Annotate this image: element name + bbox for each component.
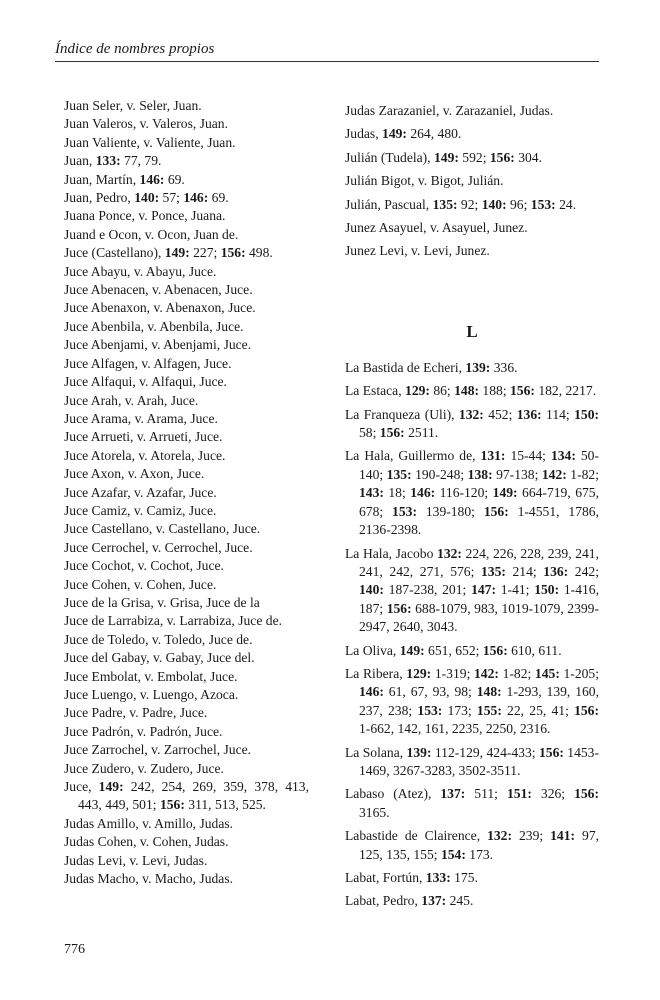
volume-number: 149: xyxy=(433,149,459,165)
entry-text: 86; xyxy=(429,383,455,399)
volume-number: 138: xyxy=(467,466,493,482)
index-entry xyxy=(64,171,309,189)
entry-text: 242; xyxy=(568,563,599,579)
volume-number: 129: xyxy=(405,383,430,399)
index-entry xyxy=(345,545,599,637)
index-entry xyxy=(64,760,309,778)
volume-number: 148: xyxy=(476,684,502,700)
index-entry xyxy=(64,244,309,262)
entry-text: Julián Bigot, v. Bigot, Julián. xyxy=(345,173,504,189)
entry-text: 245. xyxy=(446,893,474,909)
entry-text: 3165. xyxy=(359,804,390,820)
volume-number: 153: xyxy=(392,503,417,519)
index-entry xyxy=(345,149,599,167)
entry-text: Juana Ponce, v. Ponce, Juana. xyxy=(64,208,226,224)
index-entry xyxy=(345,172,599,190)
entry-text: 651, 652; xyxy=(424,642,483,658)
index-entry xyxy=(64,428,309,446)
volume-number: 135: xyxy=(386,466,412,482)
entry-text: 173; xyxy=(442,702,477,718)
volume-number: 156: xyxy=(386,600,412,616)
entry-text: 304. xyxy=(514,149,542,165)
entry-text: Judas Zarazaniel, v. Zarazaniel, Judas. xyxy=(345,103,554,118)
volume-number: 156: xyxy=(489,149,515,165)
volume-number: 133: xyxy=(95,153,121,169)
volume-number: 137: xyxy=(440,786,466,802)
volume-number: 146: xyxy=(139,171,165,187)
entry-text: 452; xyxy=(483,406,517,422)
volume-number: 131: xyxy=(480,448,506,464)
entry-text: Juce de Larrabiza, v. Larrabiza, Juce de. xyxy=(64,613,282,629)
index-entry xyxy=(345,827,599,864)
volume-number: 155: xyxy=(476,702,502,718)
entry-text: Juan Seler, v. Seler, Juan. xyxy=(64,98,202,113)
entry-text: Juce Abenbila, v. Abenbila, Juce. xyxy=(64,318,244,334)
entry-text: Juan, Pedro, xyxy=(64,190,135,206)
volume-number: 142: xyxy=(474,665,499,681)
volume-number: 151: xyxy=(506,786,532,802)
entry-text: Juce Cerrochel, v. Cerrochel, Juce. xyxy=(64,539,253,555)
entry-text: Juce Luengo, v. Luengo, Azoca. xyxy=(64,687,239,702)
volume-number: 156: xyxy=(574,786,599,802)
index-entries-j xyxy=(345,102,599,261)
entry-text: Juce Alfagen, v. Alfagen, Juce. xyxy=(64,355,232,371)
entry-text: 97-138; xyxy=(492,466,542,482)
index-column-right xyxy=(345,97,599,911)
index-entry xyxy=(64,815,309,833)
volume-number: 156: xyxy=(483,503,509,519)
entry-text: 182, 2217. xyxy=(534,383,597,399)
entry-text: 188; xyxy=(479,383,510,399)
entry-text: Judas Amillo, v. Amillo, Judas. xyxy=(64,815,234,831)
volume-number: 156: xyxy=(538,744,564,760)
entry-text: Juand e Ocon, v. Ocon, Juan de. xyxy=(64,226,239,242)
entry-text: Labat, Fortún, xyxy=(345,870,426,885)
entry-text: La Hala, Jacobo xyxy=(345,545,438,561)
entry-text: Juce Arrueti, v. Arrueti, Juce. xyxy=(64,429,223,445)
entry-text: Juce Abenjami, v. Abenjami, Juce. xyxy=(64,337,252,353)
entry-text: 1-319; xyxy=(431,665,474,681)
entry-text: 1-662, 142, 161, 2235, 2250, 2316. xyxy=(359,721,551,737)
index-entry xyxy=(64,502,309,520)
volume-number: 140: xyxy=(359,582,384,598)
entry-text: 1-293, 139, 160, 237, 238; xyxy=(359,684,599,718)
entry-text: Juce Abenaxon, v. Abenaxon, Juce. xyxy=(64,300,256,316)
index-entry xyxy=(64,207,309,225)
index-entry xyxy=(64,686,309,704)
index-entry xyxy=(64,373,309,391)
entry-text: Juce Padre, v. Padre, Juce. xyxy=(64,705,208,721)
entry-text: Julián, Pascual, xyxy=(345,196,433,212)
entry-text: Juce Abenacen, v. Abenacen, Juce. xyxy=(64,282,253,298)
index-entry xyxy=(64,668,309,686)
entry-text: Juce de la Grisa, v. Grisa, Juce de la xyxy=(64,594,260,610)
section-letter: L xyxy=(466,321,478,341)
entry-text: Juce Zarrochel, v. Zarrochel, Juce. xyxy=(64,742,252,758)
index-entry xyxy=(345,785,599,822)
index-entry xyxy=(64,447,309,465)
entry-text: Labaso (Atez), xyxy=(345,786,441,802)
entry-text: 175. xyxy=(450,870,478,885)
volume-number: 149: xyxy=(98,779,124,795)
entry-text: La Bastida de Echeri, xyxy=(345,359,466,375)
index-entry xyxy=(64,189,309,207)
index-column-left xyxy=(64,97,309,888)
index-entry xyxy=(64,539,309,557)
entry-text: Juce de Toledo, v. Toledo, Juce de. xyxy=(64,631,253,647)
entry-text: 664-719, 675, 678; xyxy=(359,485,599,519)
entry-text: 239; xyxy=(512,828,551,844)
entry-text: 1-416, 187; xyxy=(359,582,599,616)
index-entry xyxy=(64,318,309,336)
entry-text: 77, 79. xyxy=(120,153,162,169)
entry-text: 114; xyxy=(541,406,575,422)
entry-text: Juce Abayu, v. Abayu, Juce. xyxy=(64,263,217,279)
entry-text: Labastide de Clairence, xyxy=(345,828,488,844)
volume-number: 149: xyxy=(164,245,190,261)
entry-text: 326; xyxy=(531,786,575,802)
entry-text: 139-180; xyxy=(416,503,484,519)
entry-text: Juce Camiz, v. Camiz, Juce. xyxy=(64,502,217,518)
entry-text: 69. xyxy=(164,171,185,187)
volume-number: 156: xyxy=(574,702,599,718)
volume-number: 132: xyxy=(437,545,462,561)
volume-number: 143: xyxy=(359,485,384,501)
entry-text: 22, 25, 41; xyxy=(501,702,575,718)
entry-text: Juce, xyxy=(64,779,99,795)
index-entry xyxy=(64,723,309,741)
entry-text: Juce Azafar, v. Azafar, Juce. xyxy=(64,484,217,500)
entry-text: Juan Valeros, v. Valeros, Juan. xyxy=(64,116,228,132)
entry-text: 214; xyxy=(505,563,544,579)
entry-text: 97, 125, 135, 155; xyxy=(359,828,600,862)
index-entry xyxy=(345,665,599,739)
entry-text: 18; xyxy=(383,485,411,501)
entry-text: Juce Castellano, v. Castellano, Juce. xyxy=(64,521,261,537)
volume-number: 134: xyxy=(550,448,576,464)
volume-number: 146: xyxy=(359,684,384,700)
entry-text: 96; xyxy=(506,196,531,212)
index-entry xyxy=(64,97,309,115)
volume-number: 146: xyxy=(183,190,209,206)
entry-text: 57; xyxy=(159,190,184,206)
volume-number: 136: xyxy=(543,563,569,579)
entry-text: 336. xyxy=(490,359,518,375)
volume-number: 142: xyxy=(541,466,567,482)
index-entry xyxy=(345,869,599,887)
volume-number: 153: xyxy=(417,702,443,718)
entry-text: Juan, Martín, xyxy=(64,171,140,187)
entry-text: Juce Arama, v. Arama, Juce. xyxy=(64,410,218,426)
entry-text: 1453-1469, 3267-3283, 3502-3511. xyxy=(359,744,600,778)
running-header: Índice de nombres propios xyxy=(55,41,215,57)
volume-number: 148: xyxy=(454,383,480,399)
index-entries-l xyxy=(345,359,599,911)
entry-text: Junez Asayuel, v. Asayuel, Junez. xyxy=(345,220,528,236)
entry-text: 511; xyxy=(465,786,507,802)
entry-text: Juce Cohen, v. Cohen, Juce. xyxy=(64,576,217,592)
index-entry xyxy=(345,219,599,237)
index-entry xyxy=(64,704,309,722)
volume-number: 156: xyxy=(482,642,508,658)
index-entry xyxy=(64,263,309,281)
volume-number: 140: xyxy=(134,190,160,206)
volume-number: 133: xyxy=(425,870,451,885)
index-entry xyxy=(64,392,309,410)
index-entry xyxy=(345,359,599,377)
volume-number: 129: xyxy=(406,665,432,681)
index-entry xyxy=(345,196,599,214)
entry-text: 610, 611. xyxy=(507,642,562,658)
entry-text: Juce (Castellano), xyxy=(64,245,165,261)
entry-text: La Franqueza (Uli), xyxy=(345,406,459,422)
entry-text: Juce Cochot, v. Cochot, Juce. xyxy=(64,558,224,574)
entry-text: Juce Padrón, v. Padrón, Juce. xyxy=(64,723,223,739)
volume-number: 156: xyxy=(510,383,535,399)
volume-number: 150: xyxy=(574,406,600,422)
index-entry xyxy=(345,102,599,120)
entry-text: 2511. xyxy=(404,425,439,441)
entry-text: Judas, xyxy=(345,126,383,142)
entry-text: 227; xyxy=(189,245,221,261)
index-entry xyxy=(345,744,599,781)
entry-text: 116-120; xyxy=(435,485,493,501)
volume-number: 140: xyxy=(481,196,507,212)
entry-text: 92; xyxy=(457,196,482,212)
index-entry xyxy=(64,299,309,317)
entry-text: Juce del Gabay, v. Gabay, Juce del. xyxy=(64,650,255,666)
index-entry xyxy=(64,134,309,152)
index-entry xyxy=(345,382,599,400)
page-number: 776 xyxy=(64,942,85,957)
entry-text: Judas Macho, v. Macho, Judas. xyxy=(64,871,234,887)
entry-text: 190-248; xyxy=(411,466,468,482)
index-entry xyxy=(345,447,599,539)
entry-text: Judas Levi, v. Levi, Judas. xyxy=(64,852,208,868)
index-entry xyxy=(64,484,309,502)
index-entry xyxy=(64,631,309,649)
entry-text: 1-41; xyxy=(495,582,535,598)
volume-number: 145: xyxy=(534,665,560,681)
index-entry xyxy=(345,892,599,910)
entry-text: Juce Zudero, v. Zudero, Juce. xyxy=(64,760,224,776)
index-entry xyxy=(64,612,309,630)
entry-text: Julián (Tudela), xyxy=(345,149,434,165)
volume-number: 139: xyxy=(406,744,432,760)
entry-text: 1-4551, 1786, 2136-2398. xyxy=(359,503,599,538)
volume-number: 150: xyxy=(534,582,560,598)
index-entry xyxy=(64,594,309,612)
index-entry xyxy=(64,778,309,815)
volume-number: 149: xyxy=(382,126,407,142)
entry-text: Judas Cohen, v. Cohen, Judas. xyxy=(64,834,229,850)
header-rule xyxy=(55,61,599,62)
volume-number: 135: xyxy=(432,196,458,212)
index-entry xyxy=(345,406,599,443)
index-entry xyxy=(64,410,309,428)
index-entry xyxy=(64,557,309,575)
entry-text: La Estaca, xyxy=(345,383,406,399)
entry-text: Junez Levi, v. Levi, Junez. xyxy=(345,243,490,259)
index-entry xyxy=(64,281,309,299)
index-entry xyxy=(64,852,309,870)
index-entry xyxy=(64,833,309,851)
volume-number: 136: xyxy=(516,406,542,422)
entry-text: Juan Valiente, v. Valiente, Juan. xyxy=(64,134,236,150)
entry-text: 50-140; xyxy=(359,448,599,482)
volume-number: 139: xyxy=(465,359,491,375)
index-entry xyxy=(64,355,309,373)
volume-number: 137: xyxy=(421,893,447,909)
index-entry xyxy=(64,649,309,667)
entry-text: 242, 254, 269, 359, 378, 413, 443, 449, 501; xyxy=(78,779,310,813)
volume-number: 132: xyxy=(458,406,484,422)
index-entry xyxy=(64,336,309,354)
index-entry xyxy=(64,465,309,483)
index-entry xyxy=(64,741,309,759)
entry-text: 1-82; xyxy=(498,665,535,681)
volume-number: 149: xyxy=(399,642,425,658)
entry-text: Labat, Pedro, xyxy=(345,893,422,909)
entry-text: Juce Alfaqui, v. Alfaqui, Juce. xyxy=(64,374,227,390)
volume-number: 146: xyxy=(410,485,436,501)
entry-text: 15-44; xyxy=(505,448,551,464)
entry-text: 58; xyxy=(359,425,380,441)
volume-number: 156: xyxy=(379,425,405,441)
volume-number: 135: xyxy=(480,563,506,579)
index-entry xyxy=(345,242,599,260)
entry-text: 592; xyxy=(458,149,490,165)
index-entry xyxy=(345,125,599,143)
index-entry xyxy=(64,576,309,594)
volume-number: 156: xyxy=(220,245,246,261)
index-entry xyxy=(345,642,599,660)
volume-number: 132: xyxy=(487,828,512,844)
entry-text: 1-82; xyxy=(566,466,599,482)
volume-number: 141: xyxy=(550,828,576,844)
entry-text: La Hala, Guillermo de, xyxy=(345,448,481,464)
entry-text: 61, 67, 93, 98; xyxy=(383,684,477,700)
volume-number: 149: xyxy=(492,485,518,501)
index-entry xyxy=(64,520,309,538)
entry-text: La Solana, xyxy=(345,744,407,760)
entry-text: 311, 513, 525. xyxy=(184,797,266,813)
entry-text: 24. xyxy=(555,196,577,212)
entry-text: 1-205; xyxy=(559,665,599,681)
entry-text: Juce Arah, v. Arah, Juce. xyxy=(64,392,199,408)
entry-text: 187-238, 201; xyxy=(383,582,472,598)
volume-number: 154: xyxy=(440,846,466,862)
entry-text: 173. xyxy=(465,846,494,862)
entry-text: 69. xyxy=(208,190,229,206)
volume-number: 147: xyxy=(471,582,496,598)
entry-text: 264, 480. xyxy=(406,126,462,142)
index-entry xyxy=(64,870,309,888)
entry-text: 498. xyxy=(245,245,273,261)
index-entry xyxy=(64,115,309,133)
entry-text: La Ribera, xyxy=(345,665,407,681)
entry-text: 688-1079, 983, 1019-1079, 2399-2947, 2640, 3043. xyxy=(359,600,599,635)
entry-text: Juan, xyxy=(64,153,96,169)
volume-number: 153: xyxy=(530,196,556,212)
entry-text: 112-129, 424-433; xyxy=(431,744,539,760)
entry-text: La Oliva, xyxy=(345,642,400,658)
index-entry xyxy=(64,226,309,244)
entry-text: Juce Embolat, v. Embolat, Juce. xyxy=(64,668,238,684)
entry-text: Juce Axon, v. Axon, Juce. xyxy=(64,466,205,482)
volume-number: 156: xyxy=(159,797,185,813)
index-entry xyxy=(64,152,309,170)
entry-text: Juce Atorela, v. Atorela, Juce. xyxy=(64,447,226,463)
entry-text: 224, 226, 228, 239, 241, 241, 242, 271, 576; xyxy=(359,545,599,579)
